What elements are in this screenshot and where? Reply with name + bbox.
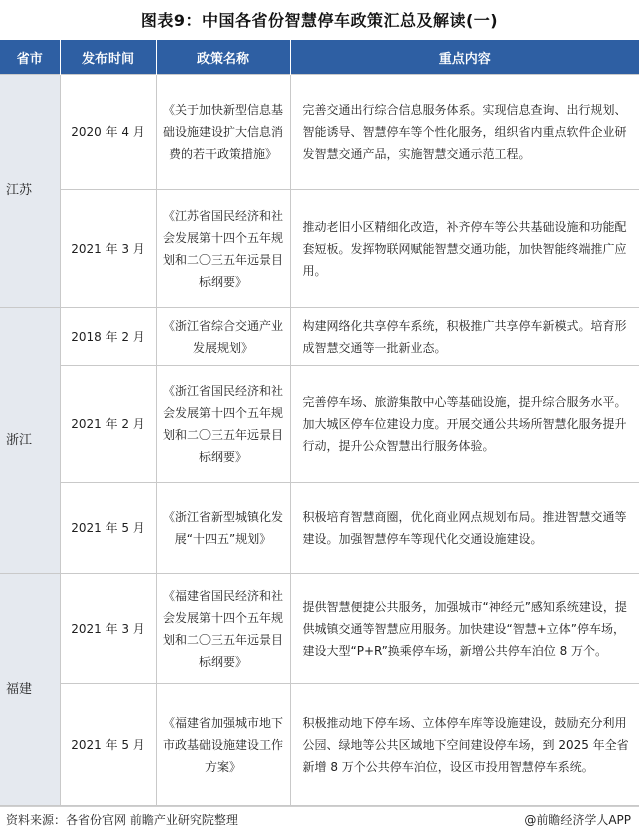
date-cell: 2021 年 2 月 <box>60 366 156 483</box>
key-content-cell: 推动老旧小区精细化改造，补齐停车等公共基础设施和功能配套短板。发挥物联网赋能智慧交通功能，加快智能终端推广应用。 <box>290 190 639 308</box>
header-policy-name: 政策名称 <box>156 40 290 75</box>
table-row <box>0 190 639 308</box>
date-cell: 2018 年 2 月 <box>60 308 156 366</box>
header-date: 发布时间 <box>60 40 156 75</box>
province-cell: 浙江 <box>0 308 60 574</box>
policy-name-cell: 《浙江省综合交通产业发展规划》 <box>156 308 290 366</box>
brand-label: @前瞻经济学人APP <box>524 813 631 827</box>
policy-name-cell: 《关于加快新型信息基础设施建设扩大信息消费的若干政策措施》 <box>156 75 290 190</box>
source-note: 资料来源：各省份官网 前瞻产业研究院整理 <box>6 813 238 827</box>
date-cell: 2021 年 5 月 <box>60 483 156 574</box>
key-content-cell: 完善停车场、旅游集散中心等基础设施，提升综合服务水平。加大城区停车位建设力度。开展交通公共场所智慧化服务提升行动，提升公众智慧出行服务体验。 <box>290 366 639 483</box>
key-content-cell: 积极推动地下停车场、立体停车库等设施建设，鼓励充分利用公园、绿地等公共区域地下空间建设停车场，到 2025 年全省新增 8 万个公共停车泊位，设区市投用智慧停车系统。 <box>290 684 639 806</box>
header-province: 省市 <box>0 40 60 75</box>
date-cell: 2021 年 3 月 <box>60 574 156 684</box>
policy-name-cell: 《浙江省新型城镇化发展“十四五”规划》 <box>156 483 290 574</box>
policy-name-cell: 《福建省国民经济和社会发展第十四个五年规划和二〇三五年远景目标纲要》 <box>156 574 290 684</box>
key-content-cell: 积极培育智慧商圈，优化商业网点规划布局。推进智慧交通等建设。加强智慧停车等现代化交通设施建设。 <box>290 483 639 574</box>
key-content-cell: 构建网络化共享停车系统，积极推广共享停车新模式。培育形成智慧交通等一批新业态。 <box>290 308 639 366</box>
table-row <box>0 684 639 806</box>
figure-title: 图表9：中国各省份智慧停车政策汇总及解读(一) <box>140 11 499 30</box>
province-cell: 福建 <box>0 574 60 806</box>
policy-name-cell: 《浙江省国民经济和社会发展第十四个五年规划和二〇三五年远景目标纲要》 <box>156 366 290 483</box>
date-cell: 2021 年 5 月 <box>60 684 156 806</box>
date-cell: 2021 年 3 月 <box>60 190 156 308</box>
policy-name-cell: 《江苏省国民经济和社会发展第十四个五年规划和二〇三五年远景目标纲要》 <box>156 190 290 308</box>
policy-table <box>0 40 639 806</box>
date-cell: 2020 年 4 月 <box>60 75 156 190</box>
policy-name-cell: 《福建省加强城市地下市政基础设施建设工作方案》 <box>156 684 290 806</box>
footer <box>0 806 639 832</box>
province-cell: 江苏 <box>0 75 60 308</box>
table-row <box>0 483 639 574</box>
table-row <box>0 574 639 684</box>
table-row <box>0 75 639 190</box>
key-content-cell: 提供智慧便捷公共服务，加强城市“神经元”感知系统建设，提供城镇交通等智慧应用服务。加快建设“智慧+立体”停车场，建设大型“P+R”换乘停车场，新增公共停车泊位 8 万个。 <box>290 574 639 684</box>
table-row <box>0 366 639 483</box>
header-key-content: 重点内容 <box>290 40 639 75</box>
table-header-row <box>0 40 639 75</box>
table-row <box>0 308 639 366</box>
key-content-cell: 完善交通出行综合信息服务体系。实现信息查询、出行规划、智能诱导、智慧停车等个性化服务，组织省内重点软件企业研发智慧交通产品，实施智慧交通示范工程。 <box>290 75 639 190</box>
